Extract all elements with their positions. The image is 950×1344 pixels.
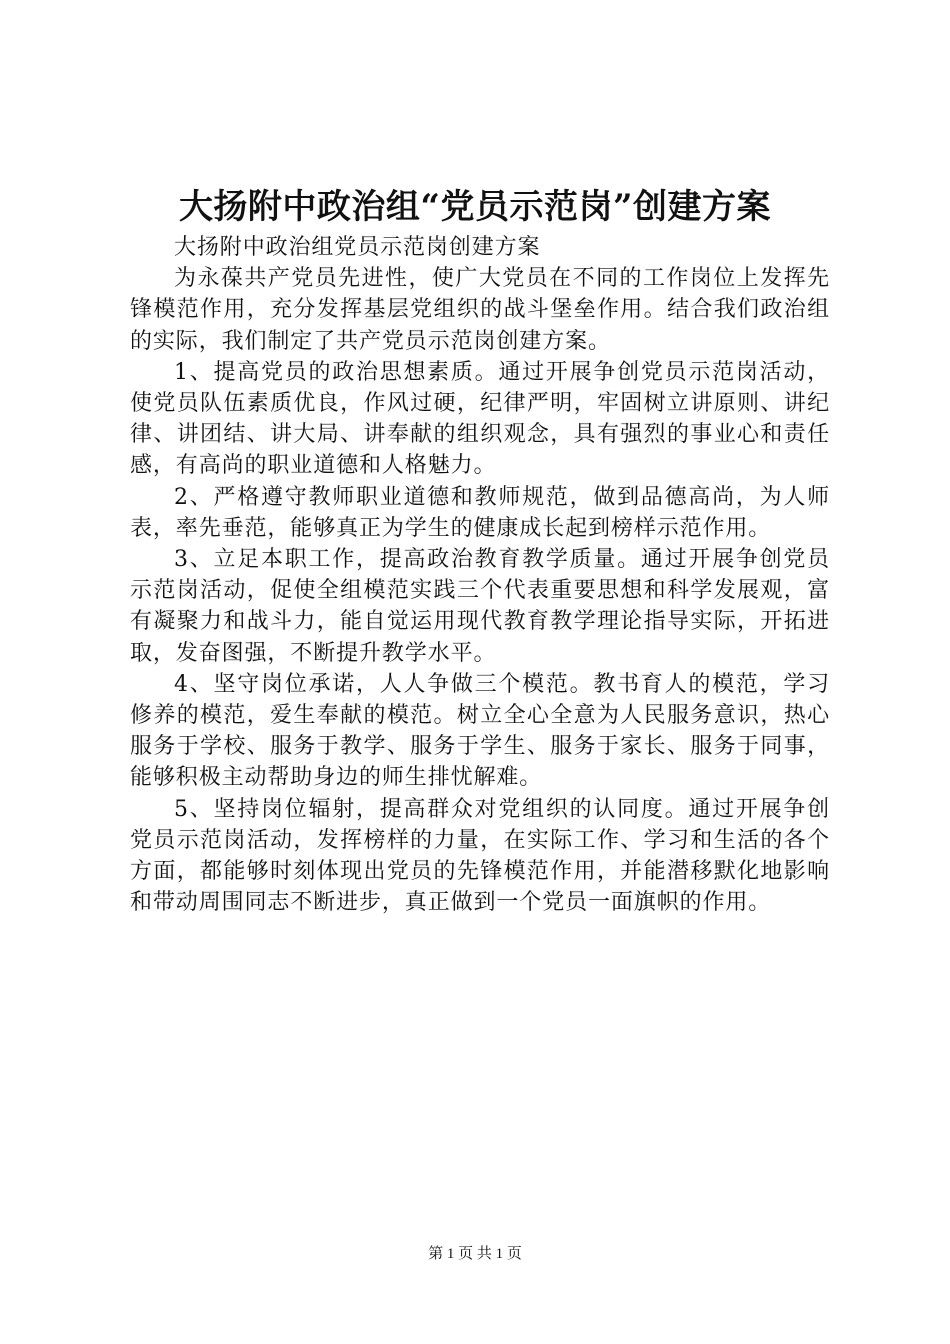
page-number-footer: 第 1 页 共 1 页 (428, 1246, 522, 1262)
paragraph-item-5: 5、坚持岗位辐射，提高群众对党组织的认同度。通过开展争创党员示范岗活动，发挥榜样的力量，在实际工作、学习和生活的各个方面，都能够时刻体现出党员的先锋模范作用，并能潜移默化地影响和带动周围同志不断进步，真正做到一个党员一面旗帜的作用。 (130, 796, 830, 916)
paragraph-item-1: 1、提高党员的政治思想素质。通过开展争创党员示范岗活动，使党员队伍素质优良，作风过硬，纪律严明，牢固树立讲原则、讲纪律、讲团结、讲大局、讲奉献的组织观念，具有强烈的事业心和责任感，有高尚的职业道德和人格魅力。 (130, 359, 830, 479)
document-title: 大扬附中政治组“党员示范岗”创建方案 (178, 187, 772, 227)
paragraph-item-3: 3、立足本职工作，提高政治教育教学质量。通过开展争创党员示范岗活动，促使全组模范实践三个代表重要思想和科学发展观，富有凝聚力和战斗力，能自觉运用现代教育教学理论指导实际，开拓进取，发奋图强，不断提升教学水平。 (130, 547, 830, 666)
document-body (130, 232, 830, 918)
paragraph-intro: 为永葆共产党员先进性，使广大党员在不同的工作岗位上发挥先锋模范作用，充分发挥基层党组织的战斗堡垒作用。结合我们政治组的实际，我们制定了共产党员示范岗创建方案。 (130, 266, 830, 354)
paragraph-item-2: 2、严格遵守教师职业道德和教师规范，做到品德高尚，为人师表，率先垂范，能够真正为学生的健康成长起到榜样示范作用。 (130, 484, 830, 541)
paragraph-item-4: 4、坚守岗位承诺，人人争做三个模范。教书育人的模范，学习修养的模范，爱生奉献的模范。树立全心全意为人民服务意识，热心服务于学校、服务于教学、服务于学生、服务于家长、服务于同事，能够积极主动帮助身边的师生排忧解难。 (130, 671, 830, 791)
paragraph-subtitle: 大扬附中政治组党员示范岗创建方案 (174, 235, 541, 260)
